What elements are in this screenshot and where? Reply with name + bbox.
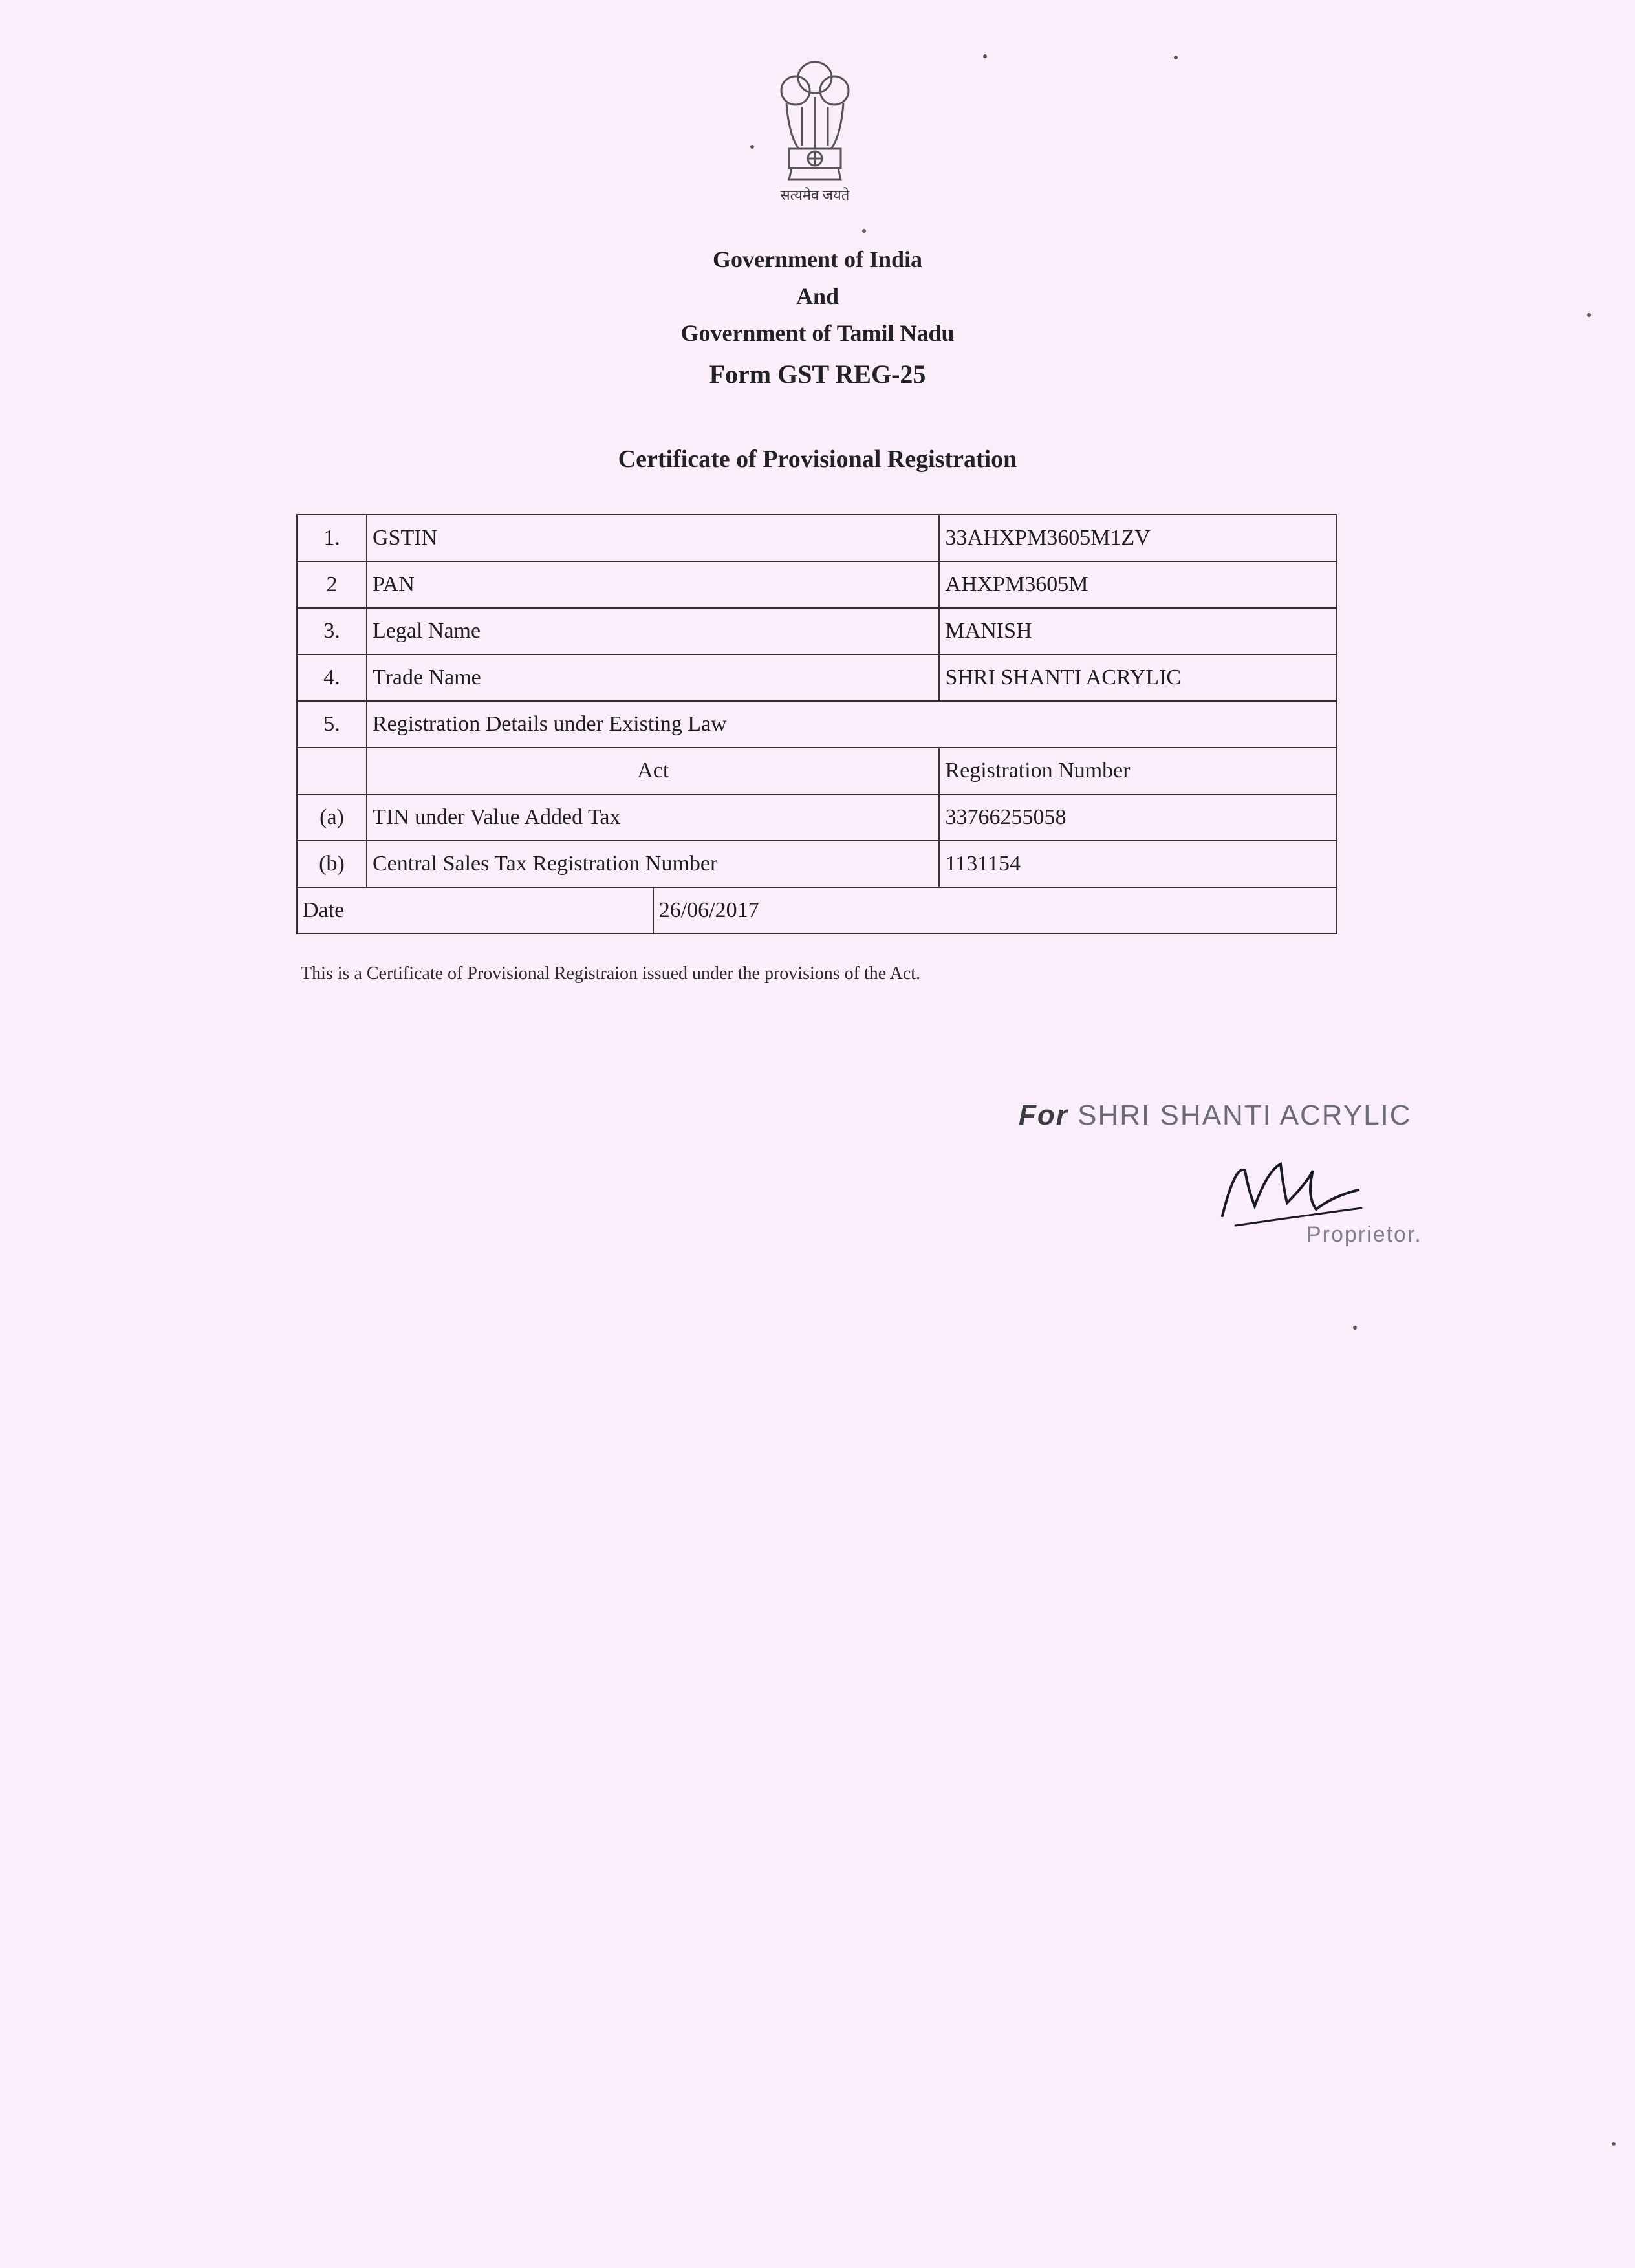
scan-speck bbox=[1353, 1326, 1357, 1330]
registration-table bbox=[296, 514, 1337, 934]
row-number: 5. bbox=[297, 701, 367, 748]
row-number: 1. bbox=[297, 515, 367, 561]
row-number: 3. bbox=[297, 608, 367, 654]
date-label: Date bbox=[297, 887, 653, 934]
row-label-pan: PAN bbox=[367, 561, 939, 608]
stamp-title: Proprietor. bbox=[1306, 1222, 1422, 1247]
act-registration-cst: 1131154 bbox=[939, 841, 1337, 887]
certificate-footnote: This is a Certificate of Provisional Registraion issued under the provisions of the Act. bbox=[301, 964, 921, 984]
row-label-trade-name: Trade Name bbox=[367, 654, 939, 701]
date-value: 26/06/2017 bbox=[653, 887, 1337, 934]
table-row bbox=[297, 515, 1337, 561]
row-value-trade-name: SHRI SHANTI ACRYLIC bbox=[939, 654, 1337, 701]
form-title: Form GST REG-25 bbox=[709, 360, 926, 389]
acts-header-act: Act bbox=[367, 748, 939, 794]
scan-speck bbox=[1174, 56, 1178, 59]
row-number: (a) bbox=[297, 794, 367, 841]
acts-header-registration-number: Registration Number bbox=[939, 748, 1337, 794]
row-value-gstin: 33AHXPM3605M1ZV bbox=[939, 515, 1337, 561]
row-label-gstin: GSTIN bbox=[367, 515, 939, 561]
signature-icon bbox=[1209, 1145, 1365, 1235]
scan-speck bbox=[862, 229, 866, 233]
state-emblem-icon bbox=[763, 52, 867, 200]
row-value-pan: AHXPM3605M bbox=[939, 561, 1337, 608]
proprietor-stamp bbox=[1019, 1099, 1412, 1132]
stamp-firm-name: SHRI SHANTI ACRYLIC bbox=[1077, 1099, 1412, 1131]
act-registration-vat: 33766255058 bbox=[939, 794, 1337, 841]
scan-speck bbox=[750, 145, 754, 149]
row-number: 2 bbox=[297, 561, 367, 608]
section-label-existing-law: Registration Details under Existing Law bbox=[367, 701, 1337, 748]
header-government-of-india: Government of India bbox=[713, 246, 922, 272]
table-row bbox=[297, 794, 1337, 841]
table-row bbox=[297, 887, 1337, 934]
stamp-for: For bbox=[1019, 1099, 1068, 1131]
act-name-cst: Central Sales Tax Registration Number bbox=[367, 841, 939, 887]
scan-speck bbox=[1612, 2142, 1616, 2146]
table-row bbox=[297, 701, 1337, 748]
emblem-motto: सत्यमेव जयते bbox=[780, 187, 850, 203]
header-and: And bbox=[796, 283, 839, 309]
certificate-title: Certificate of Provisional Registration bbox=[618, 446, 1017, 473]
table-row bbox=[297, 841, 1337, 887]
row-value-legal-name: MANISH bbox=[939, 608, 1337, 654]
act-name-vat: TIN under Value Added Tax bbox=[367, 794, 939, 841]
table-row bbox=[297, 561, 1337, 608]
table-row bbox=[297, 748, 1337, 794]
row-label-legal-name: Legal Name bbox=[367, 608, 939, 654]
table-row bbox=[297, 654, 1337, 701]
table-row bbox=[297, 608, 1337, 654]
scan-speck bbox=[983, 54, 987, 58]
row-number: 4. bbox=[297, 654, 367, 701]
row-number: (b) bbox=[297, 841, 367, 887]
header-government-of-tamil-nadu: Government of Tamil Nadu bbox=[680, 320, 955, 346]
row-number-empty bbox=[297, 748, 367, 794]
scan-speck bbox=[1587, 313, 1591, 317]
